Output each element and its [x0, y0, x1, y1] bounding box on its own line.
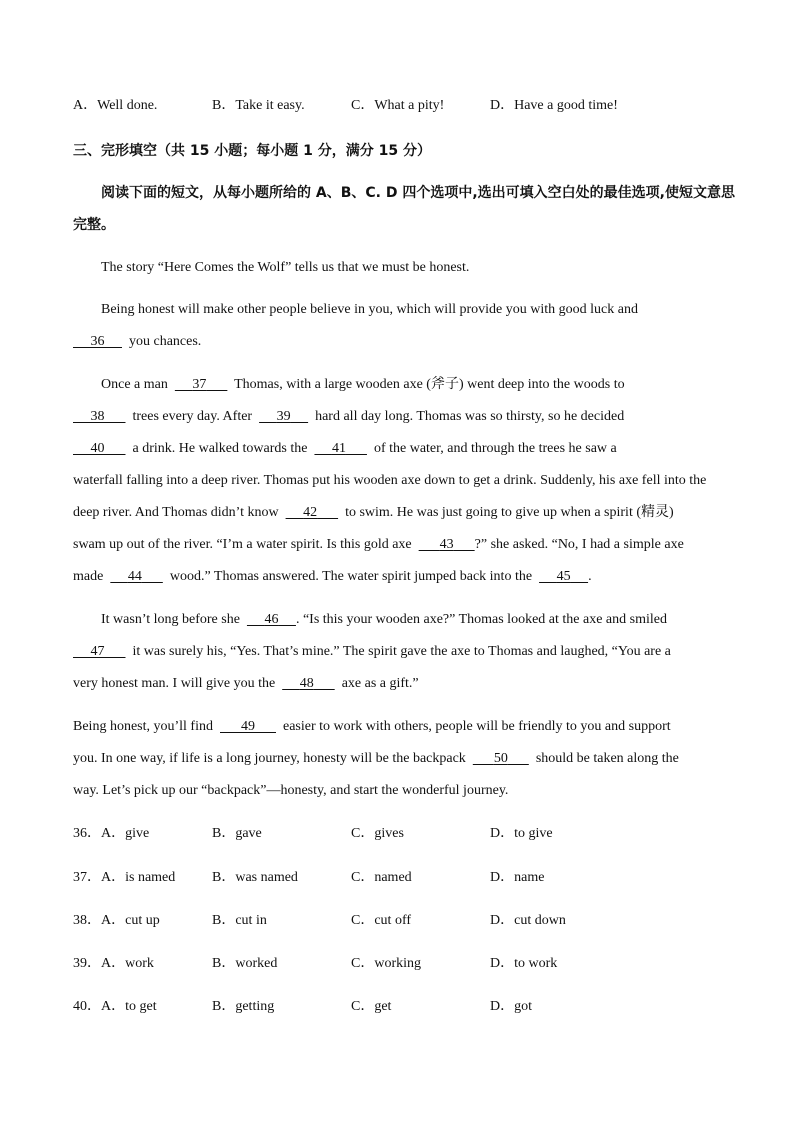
blank-39: 39 — [276, 409, 291, 424]
blank-49: 49 — [241, 719, 255, 734]
passage-paragraph-1: The story “Here Comes the Wolf” tells us that we must be honest. — [101, 260, 470, 275]
instruction-line-1: 阅读下面的短文，从每小题所给的 A、B、C. D 四个选项中,选出可填入空白处的最佳选项,使短文意思 — [101, 185, 735, 201]
passage-p5-line-3: way. Let’s pick up our “backpack”—honesty, and start the wonderful journey. — [73, 783, 509, 798]
question-option-d: D．cut down — [490, 913, 566, 928]
blank-45: 45 — [556, 569, 571, 584]
top-option-b: B．Take it easy. — [212, 98, 305, 113]
question-option-c: C．named — [351, 870, 412, 885]
question-number: 40． — [73, 999, 101, 1014]
question-option-b: B．cut in — [212, 913, 267, 928]
blank-50: 50 — [493, 751, 508, 766]
blank-36: 36 — [90, 334, 105, 349]
passage-p2-line-1: Being honest will make other people believe in you, which will provide you with good luck and — [101, 302, 638, 317]
section-heading: 三、完形填空（共 15 小题；每小题 1 分，满分 15 分） — [73, 143, 431, 159]
passage-p3-line-5: deep river. And Thomas didn’t know 42 to swim. He was just going to give up when a spirit (精灵) — [73, 503, 674, 523]
blank-43: 43 — [439, 537, 454, 552]
blank-47: 47 — [90, 644, 105, 659]
question-option-d: D．got — [490, 999, 532, 1014]
blank-42: 42 — [303, 505, 318, 520]
question-option-b: B．worked — [212, 956, 278, 971]
blank-37: 37 — [192, 377, 207, 392]
passage-p3-line-1: Once a man 37 Thomas, with a large wooden axe (斧子) went deep into the woods to — [101, 375, 625, 395]
question-number: 37． — [73, 870, 101, 885]
passage-p3-line-3: 40 a drink. He walked towards the 41 of the water, and through the trees he saw a — [73, 439, 617, 459]
question-option-a: A．work — [101, 956, 154, 971]
question-option-c: C．gives — [351, 826, 404, 841]
question-option-c: C．get — [351, 999, 392, 1014]
top-option-c: C．What a pity! — [351, 98, 445, 113]
passage-p4-line-1: It wasn’t long before she 46 . “Is this your wooden axe?” Thomas looked at the axe and smiled — [101, 610, 667, 630]
passage-p3-line-6: swam up out of the river. “I’m a water spirit. Is this gold axe 43 ?” she asked. “No, I had a simple axe — [73, 535, 684, 555]
question-option-c: C．working — [351, 956, 421, 971]
question-option-d: D．name — [490, 870, 545, 885]
question-option-b: B．gave — [212, 826, 262, 841]
top-option-a: A．Well done. — [73, 98, 158, 113]
passage-p2-line-2: 36 you chances. — [73, 332, 201, 352]
question-option-d: D．to give — [490, 826, 553, 841]
question-option-c: C．cut off — [351, 913, 412, 928]
question-number: 38． — [73, 913, 101, 928]
question-option-b: B．getting — [212, 999, 275, 1014]
passage-p3-line-4: waterfall falling into a deep river. Thomas put his wooden axe down to get a drink. Suddenly, his axe fell into the — [73, 473, 707, 488]
question-number: 39． — [73, 956, 101, 971]
question-option-a: A．cut up — [101, 913, 160, 928]
top-option-d: D．Have a good time! — [490, 98, 618, 113]
question-option-d: D．to work — [490, 956, 558, 971]
question-option-a: A．give — [101, 826, 150, 841]
passage-p4-line-2: 47 it was surely his, “Yes. That’s mine.” The spirit gave the axe to Thomas and laughed, “You are a — [73, 642, 671, 662]
passage-p3-line-2: 38 trees every day. After 39 hard all day long. Thomas was so thirsty, so he decided — [73, 407, 624, 427]
blank-41: 41 — [331, 441, 346, 456]
question-option-a: A．to get — [101, 999, 157, 1014]
blank-46: 46 — [264, 612, 279, 627]
passage-p5-line-2: you. In one way, if life is a long journey, honesty will be the backpack 50 should be taken along the — [73, 749, 679, 769]
blank-48: 48 — [299, 676, 314, 691]
question-option-a: A．is named — [101, 870, 176, 885]
blank-38: 38 — [90, 409, 105, 424]
passage-p4-line-3: very honest man. I will give you the 48 axe as a gift.” — [73, 674, 419, 694]
question-number: 36． — [73, 826, 101, 841]
passage-p3-line-7: made 44 wood.” Thomas answered. The water spirit jumped back into the 45 . — [73, 567, 592, 587]
blank-44: 44 — [127, 569, 142, 584]
blank-40: 40 — [90, 441, 105, 456]
instruction-line-2: 完整。 — [73, 217, 115, 233]
passage-p5-line-1: Being honest, you’ll find 49 easier to work with others, people will be friendly to you and support — [73, 717, 671, 737]
question-option-b: B．was named — [212, 870, 298, 885]
